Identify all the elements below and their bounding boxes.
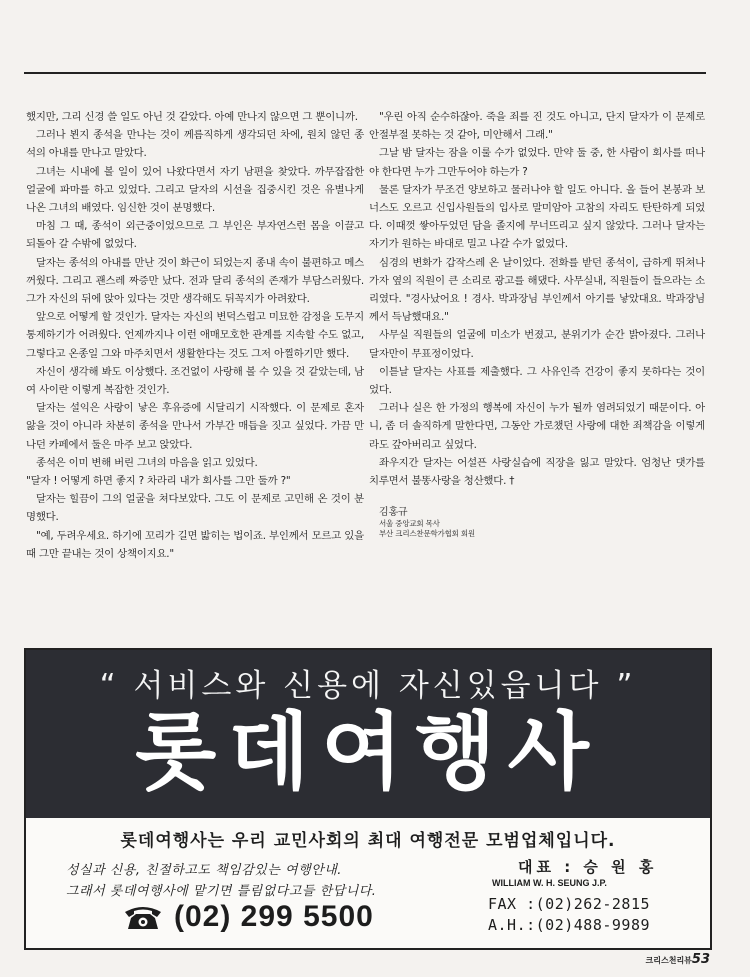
paragraph: 종석은 이미 변해 버린 그녀의 마음을 읽고 있었다. (36, 456, 258, 469)
paragraph: "예, 두려우세요. 하기에 꼬리가 길면 밟히는 법이죠. 부인께서 모르고 있을 때 그만 끝내는 것이 상책이지요." (26, 529, 364, 560)
author-title: 서울 중앙교회 목사 (379, 519, 440, 529)
top-rule (24, 72, 706, 74)
article-right-column (369, 108, 705, 539)
ad-banner (26, 650, 710, 818)
telephone-icon (122, 903, 164, 931)
paragraph: 좌우지간 달자는 어설픈 사랑실습에 직장을 잃고 말았다. 엄청난 댓가를 치루면서 불똥사랑을 청산했다. † (369, 456, 705, 488)
ad-phone-number: (02) 299 5500 (174, 900, 374, 933)
ad-slogan: “ 서비스와 신용에 자신있읍니다 ” (99, 668, 637, 704)
paragraph: 달자는 종석의 아내를 만난 것이 화근이 되었는지 종내 속이 불편하고 메스꺼웠다. 그리고 괜스레 짜증만 났다. 전과 달리 종석의 존재가 부담스러웠다. 그가 자신의 뒤에 앉아 있다는 것만 생각해도 뒤꼭지가 아려왔다. (26, 256, 364, 306)
paragraph: 했지만, 그리 신경 쓸 일도 아닌 것 같았다. 아예 만나지 않으면 그 뿐이니까. (26, 111, 358, 123)
ad-representative-english: WILLIAM W. H. SEUNG J.P. (492, 878, 607, 888)
paragraph: 달자는 설익은 사랑이 낳은 후유증에 시달리기 시작했다. 이 문제로 혼자 앓을 것이 아니라 차분히 종석을 만나서 가부간 매듭을 짓고 싶었다. 가끔 만나던 카페에서 둘은 마주 보고 앉았다. (26, 402, 364, 451)
paragraph: 심경의 변화가 갑작스레 온 날이었다. 전화를 받던 종석이, 급하게 뛰쳐나가자 옆의 직원이 큰 소리로 광고를 해댔다. 사무실내, 직원들이 들으라는 소리였다. "경사났어요 ! 경사. 박과장님 부인께서 아기를 낳았대요. 박과장님께서 득남했대요." (369, 256, 705, 324)
paragraph: 앞으로 어떻게 할 것인가. 달자는 자신의 변덕스럽고 미묘한 감정을 도무지 통제하기가 어려웠다. 언제까지나 이런 애매모호한 관계를 지속할 수도 없고, 그렇다고 온종일 그와 마주치면서 생활한다는 것도 그저 아찔하기만 했다. (26, 311, 364, 360)
paragraph: 자신이 생각해 봐도 이상했다. 조건없이 사랑해 볼 수 있을 것 같았는데, 남여 사이란 이렇게 복잡한 것인가. (26, 365, 364, 397)
page-number: 53 (691, 952, 710, 967)
ad-fax-number: FAX :(02)262-2815 (488, 895, 651, 913)
ad-motto-line: 그래서 롯데여행사에 맡기면 틀림없다고들 한답니다. (66, 884, 377, 899)
ad-description: 롯데여행사는 우리 교민사회의 최대 여행전문 모범업체입니다. (120, 831, 616, 851)
magazine-name: 크리스천리뷰 (645, 956, 692, 965)
paragraph: "달자 ! 어떻게 하면 좋지 ? 차라리 내가 회사를 그만 둘까 ?" (26, 475, 291, 488)
paragraph: 달자는 힐끔이 그의 얼굴을 쳐다보았다. 그도 이 문제로 고민해 온 것이 분명했다. (26, 493, 364, 524)
article-left-column (26, 108, 364, 563)
page-footer (646, 952, 710, 967)
ad-contact-numbers (488, 894, 650, 936)
paragraph: 마침 그 때, 종석이 외근중이었으므로 그 부인은 부자연스런 몸을 이끌고 되돌아 갈 수밖에 없었다. (26, 220, 364, 251)
paragraph: 그러나 뵌지 종석을 만나는 것이 께름직하게 생각되던 차에, 원치 않던 종석의 아내를 만나고 말았다. (26, 129, 364, 160)
paragraph: 그녀는 시내에 볼 일이 있어 나왔다면서 자기 남편을 찾았다. 까무잡잡한 얼굴에 파마를 하고 있었다. 그리고 달자의 시선을 집중시킨 것은 유별나게 나온 그녀의 배였다. 임신한 것이 분명했다. (26, 165, 364, 215)
paragraph: 사무실 직원들의 얼굴에 미소가 번졌고, 분위기가 순간 밝아졌다. 그러나 달자만이 무표정이었다. (369, 329, 705, 360)
paragraph: 그러나 실은 한 가정의 행복에 자신이 누가 될까 염려되었기 때문이다. 아니, 좀 더 솔직하게 말한다면, 그동안 가로챘던 사랑에 대한 죄책감을 이렇게라도 갚아버리고 싶었다. (369, 402, 705, 451)
travel-agency-advertisement (24, 648, 712, 950)
paragraph: "우린 아직 순수하잖아. 죽을 죄를 진 것도 아니고, 단지 달자가 이 문제로 안절부절 못하는 것 같아, 미안해서 그래." (369, 111, 705, 142)
author-block (369, 506, 705, 539)
ad-phone-row (122, 900, 374, 934)
ad-after-hours-number: A.H.:(02)488-9989 (488, 916, 651, 934)
ad-motto (66, 860, 376, 902)
author-affiliation: 부산 크리스찬문학가협회 회원 (379, 529, 475, 539)
ad-representative: 대표 : 승 원 홍 (518, 858, 658, 876)
ad-motto-line: 성실과 신용, 친절하고도 책임감있는 여행안내. (66, 863, 342, 878)
author-name: 김홍규 (379, 507, 408, 519)
ad-brand-name: 롯데여행사 (135, 703, 601, 801)
paragraph: 그날 밤 달자는 잠을 이룰 수가 없었다. 만약 둘 중, 한 사람이 회사를 떠나야 한다면 누가 그만두어야 하는가 ? (369, 147, 705, 178)
paragraph: 이튿날 달자는 사표를 제출했다. 그 사유인즉 건강이 좋지 못하다는 것이었다. (369, 365, 705, 397)
paragraph: 물론 달자가 무조건 양보하고 물러나야 할 일도 아니다. 올 들어 본봉과 보너스도 오르고 신입사원들의 입사로 말미암아 고참의 자리도 탄탄하게 되었다. 이때껏 쌓아두었던 담을 졸지에 무너뜨리고 싶지 않았다. 그러나 달자는 자기가 원하는 바대로 밀고 나갈 수가 없었다. (369, 183, 705, 251)
